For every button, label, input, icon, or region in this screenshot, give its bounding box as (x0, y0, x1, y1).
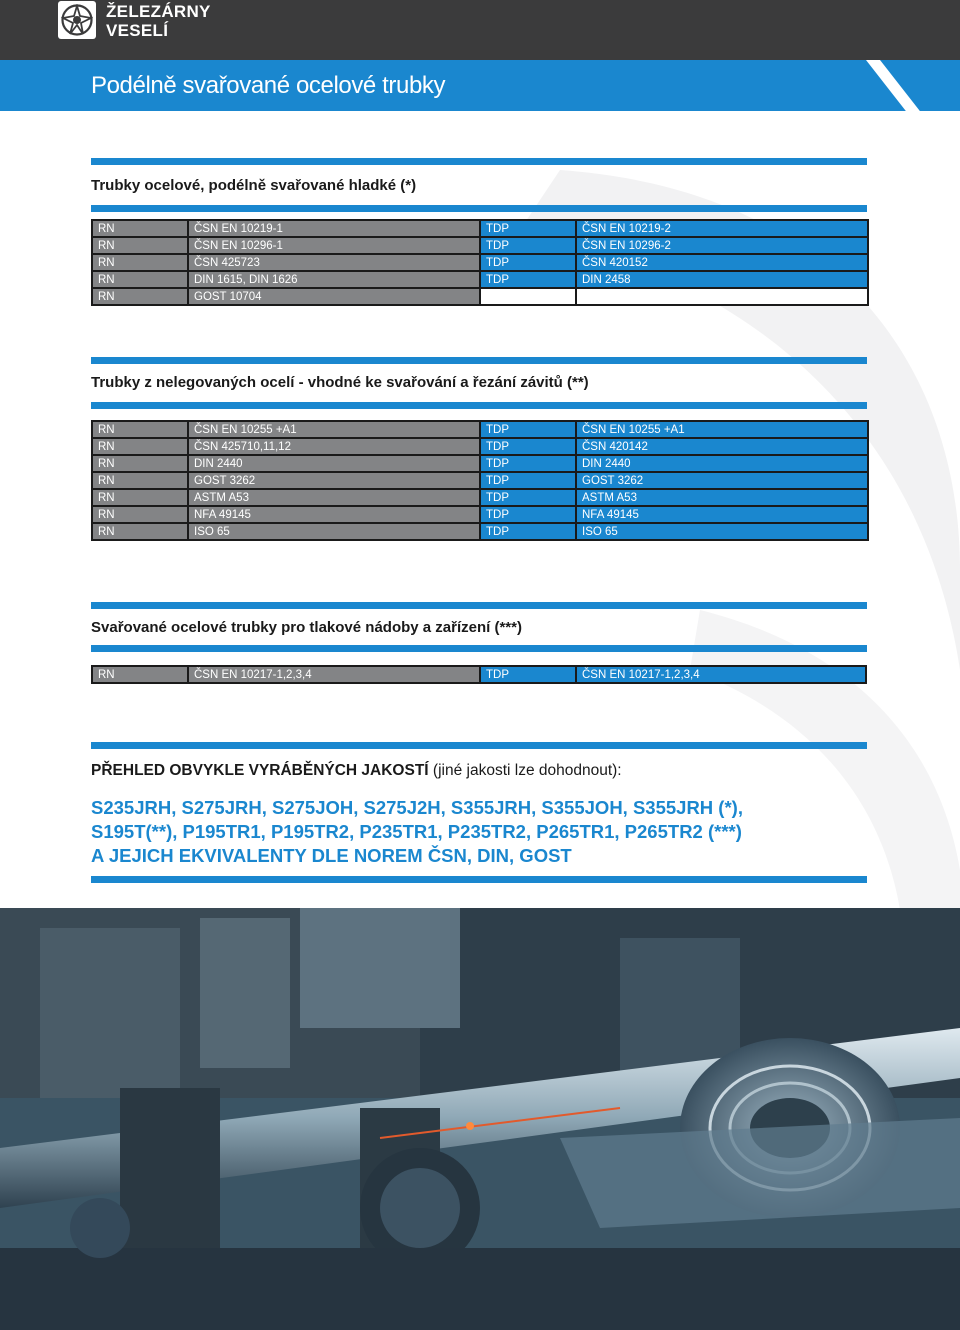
tdp-cell: TDP (480, 455, 576, 472)
tdp-standard-cell: DIN 2440 (576, 455, 868, 472)
rn-cell: RN (92, 254, 188, 271)
tdp-standard-cell: ČSN EN 10219-2 (576, 220, 868, 237)
table-row (92, 523, 868, 540)
welding-line-photo (0, 908, 960, 1330)
rn-standard-cell: DIN 2440 (188, 455, 480, 472)
rn-standard-cell: ČSN 425710,11,12 (188, 438, 480, 455)
table-row (92, 237, 868, 254)
rn-standard-cell: ISO 65 (188, 523, 480, 540)
rn-cell: RN (92, 666, 188, 683)
section-2-rule-top (91, 357, 867, 364)
section-1-rule-top (91, 158, 867, 165)
rn-cell: RN (92, 455, 188, 472)
table-row (92, 472, 868, 489)
rn-standard-cell: ČSN EN 10255 +A1 (188, 421, 480, 438)
section-2-table (91, 420, 869, 541)
rn-cell: RN (92, 237, 188, 254)
section-1-rule-bottom (91, 205, 867, 212)
tdp-standard-cell: ČSN 420142 (576, 438, 868, 455)
rn-standard-cell: NFA 49145 (188, 506, 480, 523)
brand-line-2: VESELÍ (106, 21, 169, 40)
table-row (92, 271, 868, 288)
rn-cell: RN (92, 271, 188, 288)
tdp-standard-cell: ČSN 420152 (576, 254, 868, 271)
rn-cell: RN (92, 288, 188, 305)
tdp-standard-cell: GOST 3262 (576, 472, 868, 489)
empty-cell (576, 288, 868, 305)
overview-rule-top (91, 742, 867, 749)
rn-standard-cell: DIN 1615, DIN 1626 (188, 271, 480, 288)
tdp-cell: TDP (480, 489, 576, 506)
section-1-heading: Trubky ocelové, podélně svařované hladké (*) (91, 177, 417, 194)
welding-line-illustration (0, 908, 960, 1330)
tdp-cell: TDP (480, 438, 576, 455)
tdp-standard-cell: ASTM A53 (576, 489, 868, 506)
rn-cell: RN (92, 523, 188, 540)
tdp-cell: TDP (480, 472, 576, 489)
tdp-cell: TDP (480, 421, 576, 438)
table-row (92, 220, 868, 237)
tdp-cell: TDP (480, 271, 576, 288)
rn-standard-cell: GOST 3262 (188, 472, 480, 489)
tdp-cell: TDP (480, 254, 576, 271)
section-3-rule-bottom (91, 645, 867, 652)
table-row (92, 254, 868, 271)
rn-standard-cell: ČSN EN 10219-1 (188, 220, 480, 237)
tdp-standard-cell: NFA 49145 (576, 506, 868, 523)
rn-standard-cell: ČSN 425723 (188, 254, 480, 271)
empty-cell (480, 288, 576, 305)
brand-line-1: ŽELEZÁRNY (106, 2, 211, 21)
tdp-cell: TDP (480, 523, 576, 540)
rn-cell: RN (92, 220, 188, 237)
rn-standard-cell: GOST 10704 (188, 288, 480, 305)
tdp-standard-cell: ČSN EN 10296-2 (576, 237, 868, 254)
grades-line: S195T(**), P195TR1, P195TR2, P235TR1, P235TR2, P265TR1, P265TR2 (***) (91, 821, 742, 842)
table-row (92, 455, 868, 472)
brand-name (106, 2, 211, 40)
rn-standard-cell: ČSN EN 10217-1,2,3,4 (188, 666, 480, 683)
section-3-table (91, 665, 867, 684)
top-bar (0, 0, 960, 60)
tdp-standard-cell: ČSN EN 10255 +A1 (576, 421, 868, 438)
overview-heading-bold: PŘEHLED OBVYKLE VYRÁBĚNÝCH JAKOSTÍ (91, 762, 429, 779)
rn-standard-cell: ČSN EN 10296-1 (188, 237, 480, 254)
tdp-cell: TDP (480, 220, 576, 237)
rn-standard-cell: ASTM A53 (188, 489, 480, 506)
section-3-rule-top (91, 602, 867, 609)
overview-heading (91, 762, 622, 780)
overview-heading-note: (jiné jakosti lze dohodnout): (428, 762, 622, 779)
section-2-rule-bottom (91, 402, 867, 409)
tdp-standard-cell: DIN 2458 (576, 271, 868, 288)
rn-cell: RN (92, 421, 188, 438)
rn-cell: RN (92, 472, 188, 489)
tdp-cell: TDP (480, 666, 576, 683)
rn-cell: RN (92, 489, 188, 506)
banner-decor-stripe (866, 60, 920, 111)
wheel-logo-icon (58, 1, 96, 39)
grades-line: A JEJICH EKVIVALENTY DLE NOREM ČSN, DIN, GOST (91, 845, 572, 866)
table-row (92, 438, 868, 455)
table-row (92, 421, 868, 438)
rn-cell: RN (92, 506, 188, 523)
page-title: Podélně svařované ocelové trubky (91, 72, 446, 99)
tdp-standard-cell: ISO 65 (576, 523, 868, 540)
grades-list (91, 796, 743, 868)
section-2-heading: Trubky z nelegovaných ocelí - vhodné ke svařování a řezání závitů (**) (91, 374, 589, 391)
section-1-table (91, 219, 869, 306)
tdp-cell: TDP (480, 237, 576, 254)
section-3-heading: Svařované ocelové trubky pro tlakové nádoby a zařízení (***) (91, 619, 522, 636)
table-row (92, 506, 868, 523)
rn-cell: RN (92, 438, 188, 455)
table-row (92, 666, 866, 683)
tdp-cell: TDP (480, 506, 576, 523)
table-row (92, 489, 868, 506)
tdp-standard-cell: ČSN EN 10217-1,2,3,4 (576, 666, 866, 683)
grades-line: S235JRH, S275JRH, S275JOH, S275J2H, S355JRH, S355JOH, S355JRH (*), (91, 797, 743, 818)
overview-rule-bottom (91, 876, 867, 883)
table-row (92, 288, 868, 305)
